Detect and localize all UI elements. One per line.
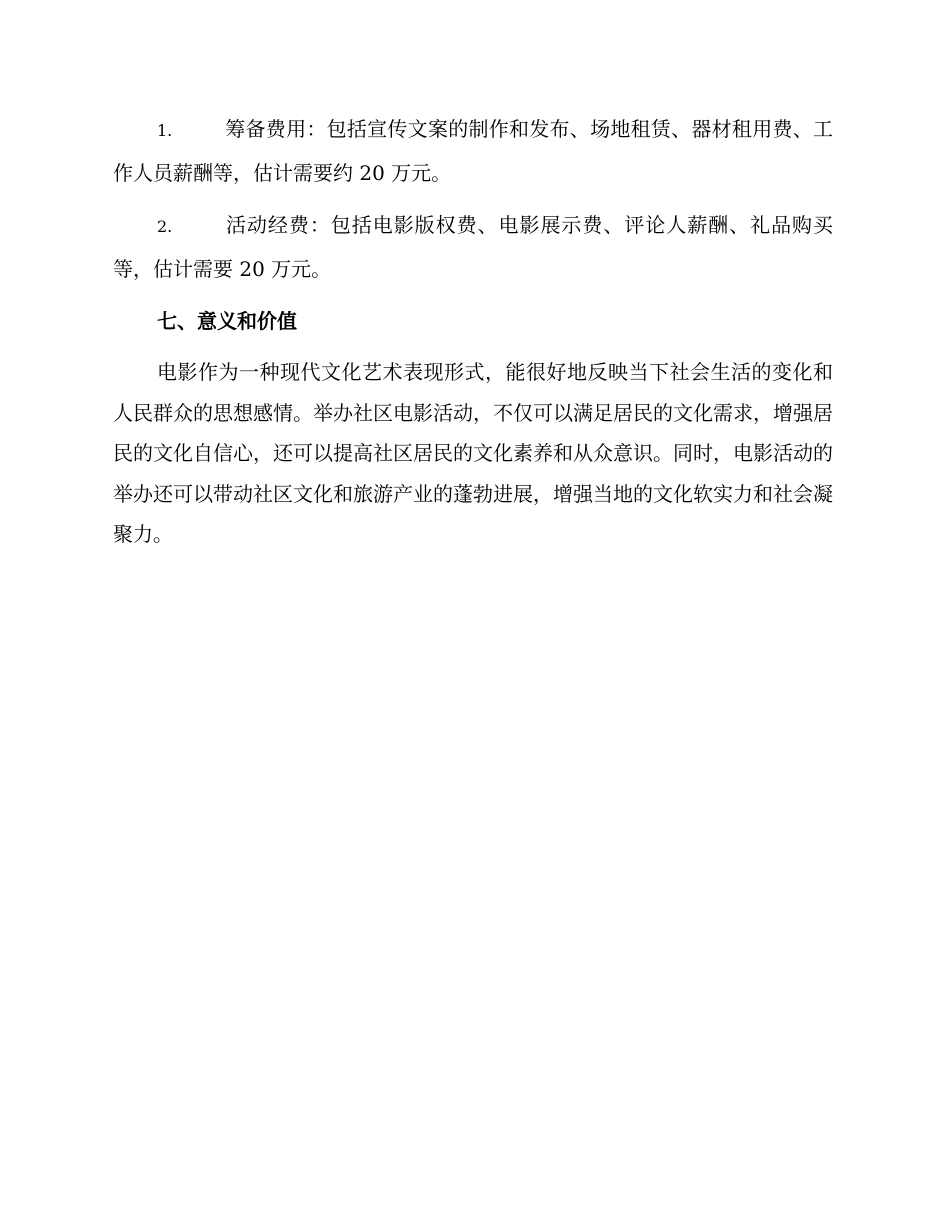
- section-heading: 七、意义和价值: [157, 309, 297, 333]
- list-item-text: 活动经费：包括电影版权费、电影展示费、评论人薪酬、礼品购买等，估计需要 20 万元。: [113, 213, 833, 281]
- list-item-text: 筹备费用：包括宣传文案的制作和发布、场地租赁、器材租用费、工作人员薪酬等，估计需要约 20 万元。: [113, 117, 833, 185]
- list-item: [113, 204, 833, 290]
- list-number: 2.: [157, 217, 173, 236]
- list-item: [113, 108, 833, 194]
- document-page: [113, 108, 833, 555]
- body-paragraph: 电影作为一种现代文化艺术表现形式，能很好地反映当下社会生活的变化和人民群众的思想感情。举办社区电影活动，不仅可以满足居民的文化需求，增强居民的文化自信心，还可以提高社区居民的文化素养和从众意识。同时，电影活动的举办还可以带动社区文化和旅游产业的蓬勃进展，增强当地的文化软实力和社会凝聚力。: [113, 360, 833, 546]
- list-number: 1.: [157, 121, 173, 140]
